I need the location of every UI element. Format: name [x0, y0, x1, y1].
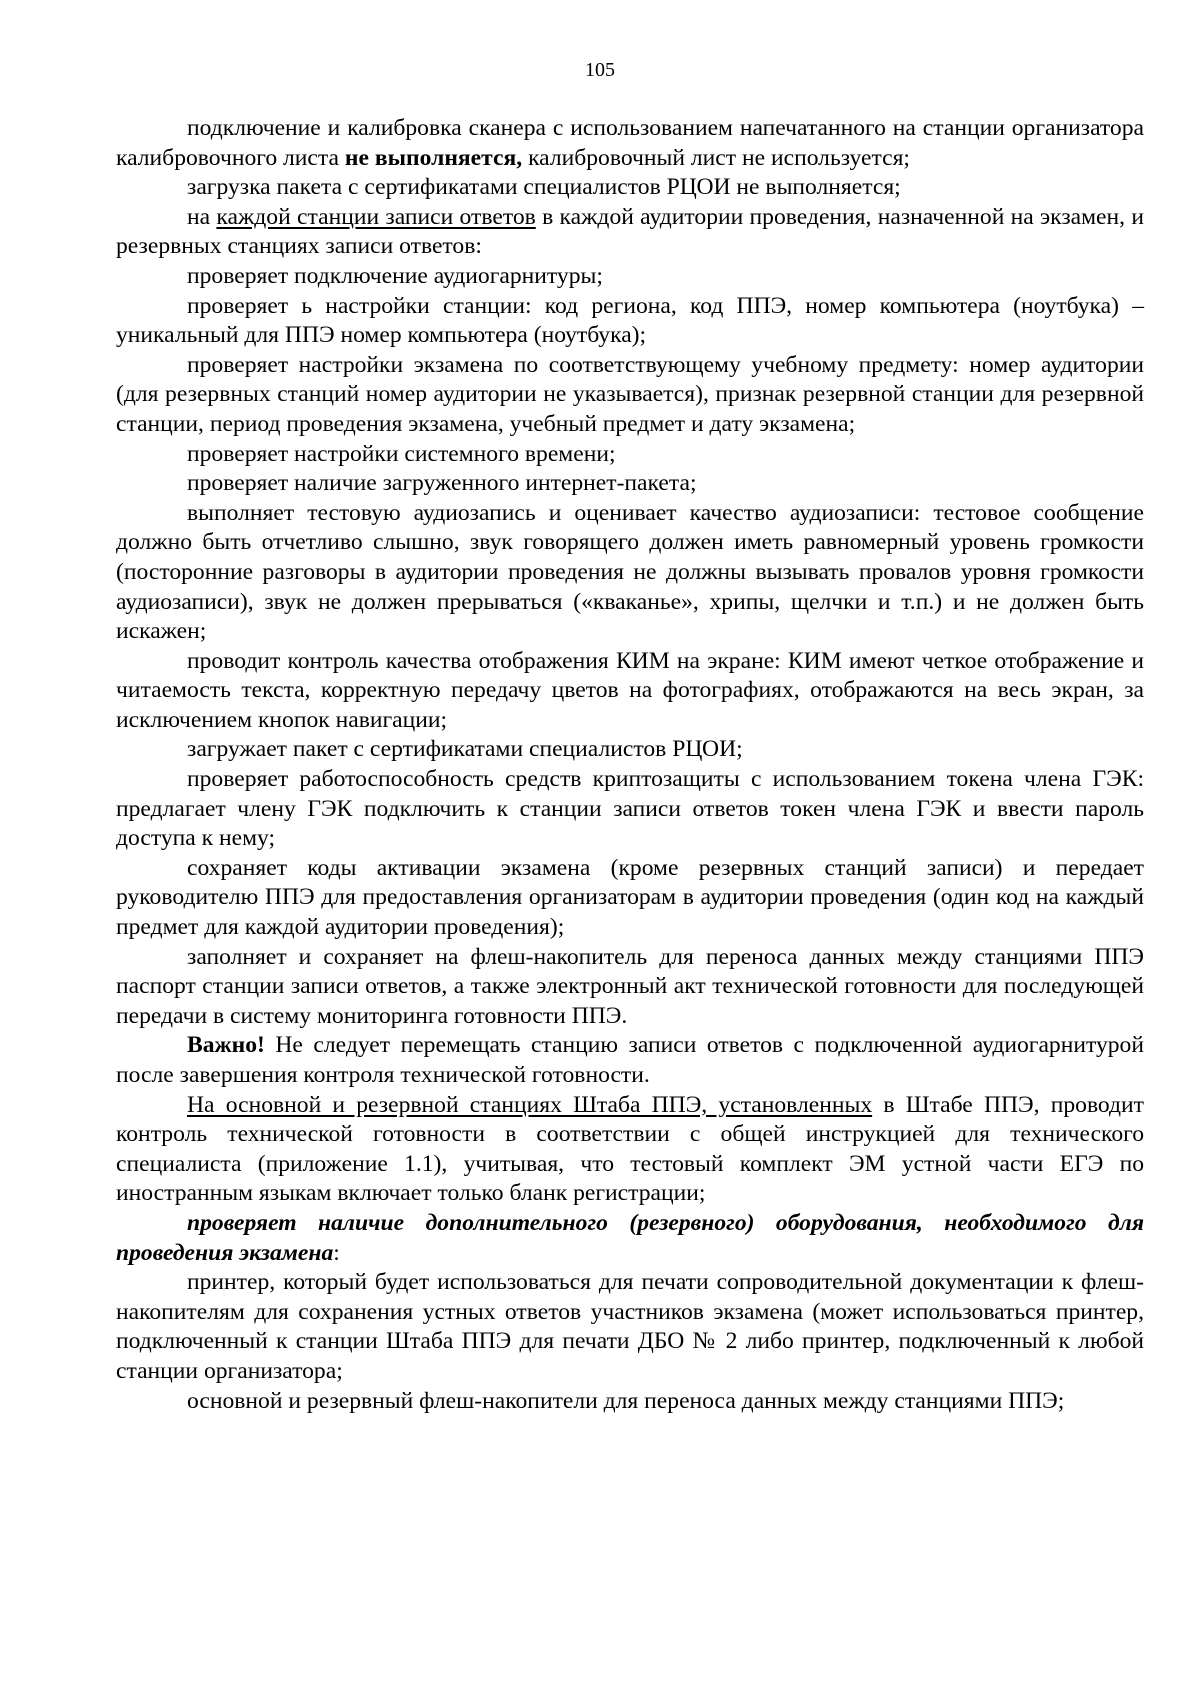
paragraph-system-time: проверяет настройки системного времени; [187, 440, 616, 467]
paragraph-flash-drives: основной и резервный флеш-накопители для переноса данных между станциями ППЭ; [187, 1387, 1065, 1414]
paragraph-test-recording: выполняет тестовую аудиозапись и оценивает качество аудиозаписи: тестовое сообщение должно быть отчетливо слышно, звук говорящего должен иметь равномерный уровень громкости (посторонние разговоры в аудитории проведения не должны вызывать провалов уровня громкости аудиозаписи), звук не должен прерываться («кваканье», хрипы, щелчки и т.п.) и не должен быть искажен; [116, 499, 1144, 645]
paragraph-crypto-check: проверяет работоспособность средств криптозащиты с использованием токена члена ГЭК: предлагает члену ГЭК подключить к станции записи ответов токен члена ГЭК и ввести пароль доступа к нему; [116, 766, 1144, 852]
paragraph-important-note: Важно! Не следует перемещать станцию записи ответов с подключенной аудиогарнитурой после завершения контроля технической готовности. [116, 1032, 1144, 1088]
paragraph-answer-stations: на каждой станции записи ответов в каждой аудитории проведения, назначенной на экзамен, и резервных станциях записи ответов: [116, 203, 1145, 260]
page-content [116, 114, 1144, 1416]
paragraph-scanner-calibration: подключение и калибровка сканера с использованием напечатанного на станции организатора калибровочного листа не выполняется, калибровочный лист не используется; [116, 115, 1144, 171]
paragraph-station-settings: проверяет ь настройки станции: код региона, код ППЭ, номер компьютера (ноутбука) – уникальный для ППЭ номер компьютера (ноутбука); [116, 292, 1144, 349]
paragraph-kim-display: проводит контроль качества отображения КИМ на экране: КИМ имеют четкое отображение и читаемость текста, корректную передачу цветов на фотографиях, отображаются на весь экран, за исключением кнопок навигации; [116, 647, 1144, 733]
paragraph-internet-package: проверяет наличие загруженного интернет-пакета; [187, 470, 697, 497]
paragraph-exam-settings: проверяет настройки экзамена по соответствующему учебному предмету: номер аудитории (для резервных станций номер аудитории не указывается), признак резервной станции для резервной станции, период проведения экзамена, учебный предмет и дату экзамена; [116, 351, 1144, 437]
paragraph-headset-check: проверяет подключение аудиогарнитуры; [187, 262, 603, 289]
paragraph-hq-stations: На основной и резервной станциях Штаба ППЭ, установленных в Штабе ППЭ, проводит контроль технической готовности в соответствии с общей инструкцией для технического специалиста (приложение 1.1), учитывая, что тестовый комплект ЭМ устной части ЕГЭ по иностранным языкам включает только бланк регистрации; [116, 1091, 1144, 1207]
paragraph-station-passport: заполняет и сохраняет на флеш-накопитель для переноса данных между станциями ППЭ паспорт станции записи ответов, а также электронный акт технической готовности для последующей передачи в систему мониторинга готовности ППЭ. [116, 943, 1144, 1029]
paragraph-load-certificates: загружает пакет с сертификатами специалистов РЦОИ; [187, 736, 743, 763]
paragraph-activation-codes: сохраняет коды активации экзамена (кроме резервных станций записи) и передает руководителю ППЭ для предоставления организаторам в аудитории проведения (один код на каждый предмет для каждой аудитории проведения); [116, 854, 1144, 941]
paragraph-printer: принтер, который будет использоваться для печати сопроводительной документации к флеш-накопителям для сохранения устных ответов участников экзамена (может использоваться принтер, подключенный к станции Штаба ППЭ для печати ДБО № 2 либо принтер, подключенный к любой станции организатора; [116, 1269, 1144, 1384]
paragraph-backup-equipment: проверяет наличие дополнительного (резервного) оборудования, необходимого для проведения экзамена: [116, 1209, 1144, 1266]
paragraph-certificates-package: загрузка пакета с сертификатами специалистов РЦОИ не выполняется; [187, 174, 901, 201]
page-number: 105 [585, 59, 615, 81]
